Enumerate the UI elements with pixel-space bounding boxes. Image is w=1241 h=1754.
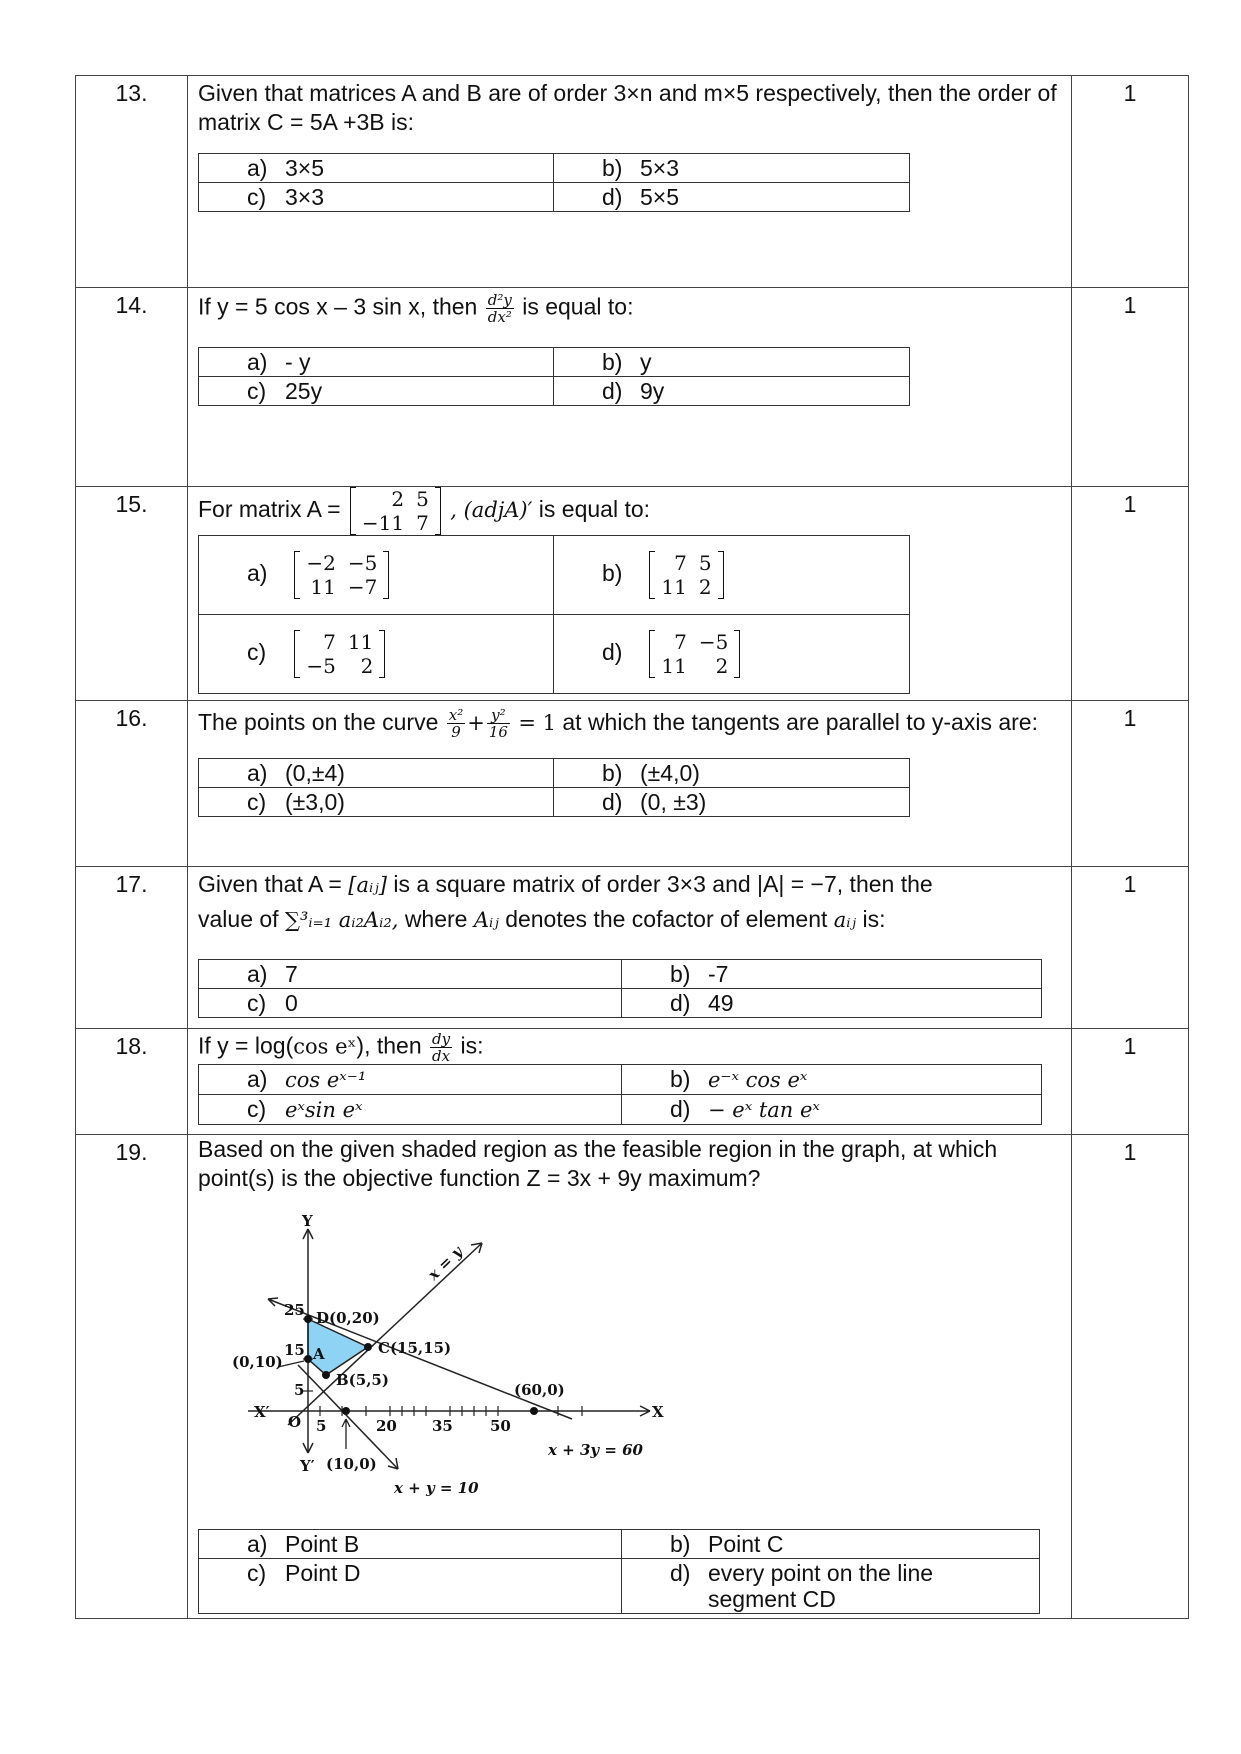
options-table <box>198 1529 1040 1614</box>
question-text: Based on the given shaded region as the feasible region in the graph, at which point(s) is the objective function Z = 3x + 9y maximum? <box>198 1136 998 1191</box>
question-text: If y = 5 cos x – 3 sin x, then $\frac{\text{d²y}}{\text{dx²}}$ is equal to: <box>198 291 634 326</box>
options-table <box>198 959 1042 1018</box>
option-b[interactable]: b) 7 5 11 2 <box>554 536 910 615</box>
question-row-16 <box>76 701 1189 867</box>
matrix-a: 2 5 −11 7 <box>350 487 441 535</box>
options-table <box>198 758 910 817</box>
question-number: 14. <box>76 288 188 487</box>
option-a[interactable]: a) - y <box>199 348 554 377</box>
option-d[interactable]: d) 49 <box>622 989 1042 1018</box>
question-number: 17. <box>76 867 188 1029</box>
options-table <box>198 153 910 212</box>
option-a[interactable]: a) −2 −5 11 −7 <box>199 536 554 615</box>
label-0-10: (0,10) <box>232 1353 283 1371</box>
option-b[interactable]: b) 5×3 <box>554 154 910 183</box>
marks: 1 <box>1072 1029 1189 1135</box>
question-body <box>188 701 1072 867</box>
option-a[interactable]: a) Point B <box>199 1530 622 1559</box>
question-text: If y = log(cos eˣ), then $\frac{dy}{dx}$ is: <box>198 1030 484 1065</box>
option-c[interactable]: c) 7 11 −5 2 <box>199 615 554 694</box>
question-text: Given that matrices A and B are of order 3×n and m×5 respectively, then the order of matrix C = 5A +3B is: <box>198 80 1057 135</box>
y-neg-label: Y′ <box>300 1457 315 1475</box>
point-c <box>364 1343 372 1351</box>
option-c[interactable]: c) eˣsin eˣ <box>199 1095 622 1125</box>
marks: 1 <box>1072 76 1189 288</box>
option-c[interactable]: c) 25y <box>199 377 554 406</box>
options-table <box>198 347 910 406</box>
option-c[interactable]: c) 3×3 <box>199 183 554 212</box>
question-number: 15. <box>76 487 188 701</box>
question-row-14 <box>76 288 1189 487</box>
option-d[interactable]: d) 9y <box>554 377 910 406</box>
option-a[interactable]: a) cos eˣ⁻¹ <box>199 1065 622 1095</box>
marks: 1 <box>1072 701 1189 867</box>
question-row-19 <box>76 1135 1189 1619</box>
question-text: The points on the curve $\frac{\text{x²}}{9}$ + $\frac{\text{y²}}{16}$ = 1 at which the tangents are parallel to y-axis are: <box>198 706 1038 742</box>
label-x-equals-y: x = y <box>424 1242 467 1284</box>
option-d[interactable]: d) every point on the line segment CD <box>622 1559 1040 1614</box>
x-tick-5: 5 <box>316 1417 327 1435</box>
option-c[interactable]: c) Point D <box>199 1559 622 1614</box>
option-b[interactable]: b) (±4,0) <box>554 759 910 788</box>
question-row-17 <box>76 867 1189 1029</box>
question-row-18 <box>76 1029 1189 1135</box>
option-b[interactable]: b) Point C <box>622 1530 1040 1559</box>
y-tick-15: 15 <box>284 1341 305 1359</box>
option-d[interactable]: d) 5×5 <box>554 183 910 212</box>
options-table <box>198 535 910 694</box>
label-b: B(5,5) <box>336 1371 389 1389</box>
option-c[interactable]: c) 0 <box>199 989 622 1018</box>
question-body <box>188 288 1072 487</box>
option-d[interactable]: d) (0, ±3) <box>554 788 910 817</box>
x-tick-20: 20 <box>376 1417 397 1435</box>
question-body <box>188 867 1072 1029</box>
x-axis-label: X <box>652 1403 664 1421</box>
label-c: C(15,15) <box>378 1339 452 1357</box>
origin-label: O <box>288 1413 302 1431</box>
question-body <box>188 487 1072 701</box>
label-60-0: (60,0) <box>514 1381 565 1399</box>
label-a: A <box>313 1345 325 1363</box>
question-row-13 <box>76 76 1189 288</box>
x-tick-50: 50 <box>490 1417 511 1435</box>
question-table <box>75 75 1189 1619</box>
option-c[interactable]: c) (±3,0) <box>199 788 554 817</box>
x-tick-35: 35 <box>432 1417 453 1435</box>
question-body <box>188 1029 1072 1135</box>
option-b[interactable]: b) y <box>554 348 910 377</box>
option-d[interactable]: d) 7 −5 11 2 <box>554 615 910 694</box>
point-a <box>304 1355 312 1363</box>
marks: 1 <box>1072 867 1189 1029</box>
marks: 1 <box>1072 288 1189 487</box>
option-d[interactable]: d) − eˣ tan eˣ <box>622 1095 1042 1125</box>
point-b <box>322 1371 330 1379</box>
feasible-region-graph <box>212 1213 672 1513</box>
option-a[interactable]: a) 7 <box>199 960 622 989</box>
question-text: For matrix A = 2 5 −11 7 , (adjA)′ is equal to: <box>198 487 651 535</box>
question-body <box>188 1135 1072 1619</box>
option-b[interactable]: b) e⁻ˣ cos eˣ <box>622 1065 1042 1095</box>
label-10-0: (10,0) <box>326 1455 377 1473</box>
point-60-0 <box>530 1407 538 1415</box>
marks: 1 <box>1072 487 1189 701</box>
option-a[interactable]: a) (0,±4) <box>199 759 554 788</box>
question-text: Given that A = [aᵢⱼ] is a square matrix of order 3×3 and |A| = −7, then the value of ∑³ᵢ₌₁ aᵢ₂Aᵢ₂, where Aᵢⱼ denotes the cofactor of element aᵢⱼ is: <box>198 871 933 932</box>
point-d <box>304 1315 312 1323</box>
question-number: 19. <box>76 1135 188 1619</box>
marks: 1 <box>1072 1135 1189 1619</box>
question-row-15 <box>76 487 1189 701</box>
fraction: $\frac{\text{d²y}}{\text{dx²}}$ <box>487 291 512 326</box>
label-d: D(0,20) <box>316 1309 380 1327</box>
question-number: 13. <box>76 76 188 288</box>
label-x-plus-3y: x + 3y = 60 <box>548 1441 643 1459</box>
y-axis-label: Y <box>302 1213 313 1230</box>
label-x-plus-y: x + y = 10 <box>394 1479 479 1497</box>
question-number: 16. <box>76 701 188 867</box>
option-a[interactable]: a) 3×5 <box>199 154 554 183</box>
options-table <box>198 1064 1042 1125</box>
point-10-0 <box>342 1407 350 1415</box>
y-tick-25: 25 <box>284 1301 305 1319</box>
option-b[interactable]: b) -7 <box>622 960 1042 989</box>
x-neg-label: X′ <box>254 1403 270 1421</box>
y-tick-5: 5 <box>294 1381 305 1399</box>
question-body <box>188 76 1072 288</box>
question-number: 18. <box>76 1029 188 1135</box>
